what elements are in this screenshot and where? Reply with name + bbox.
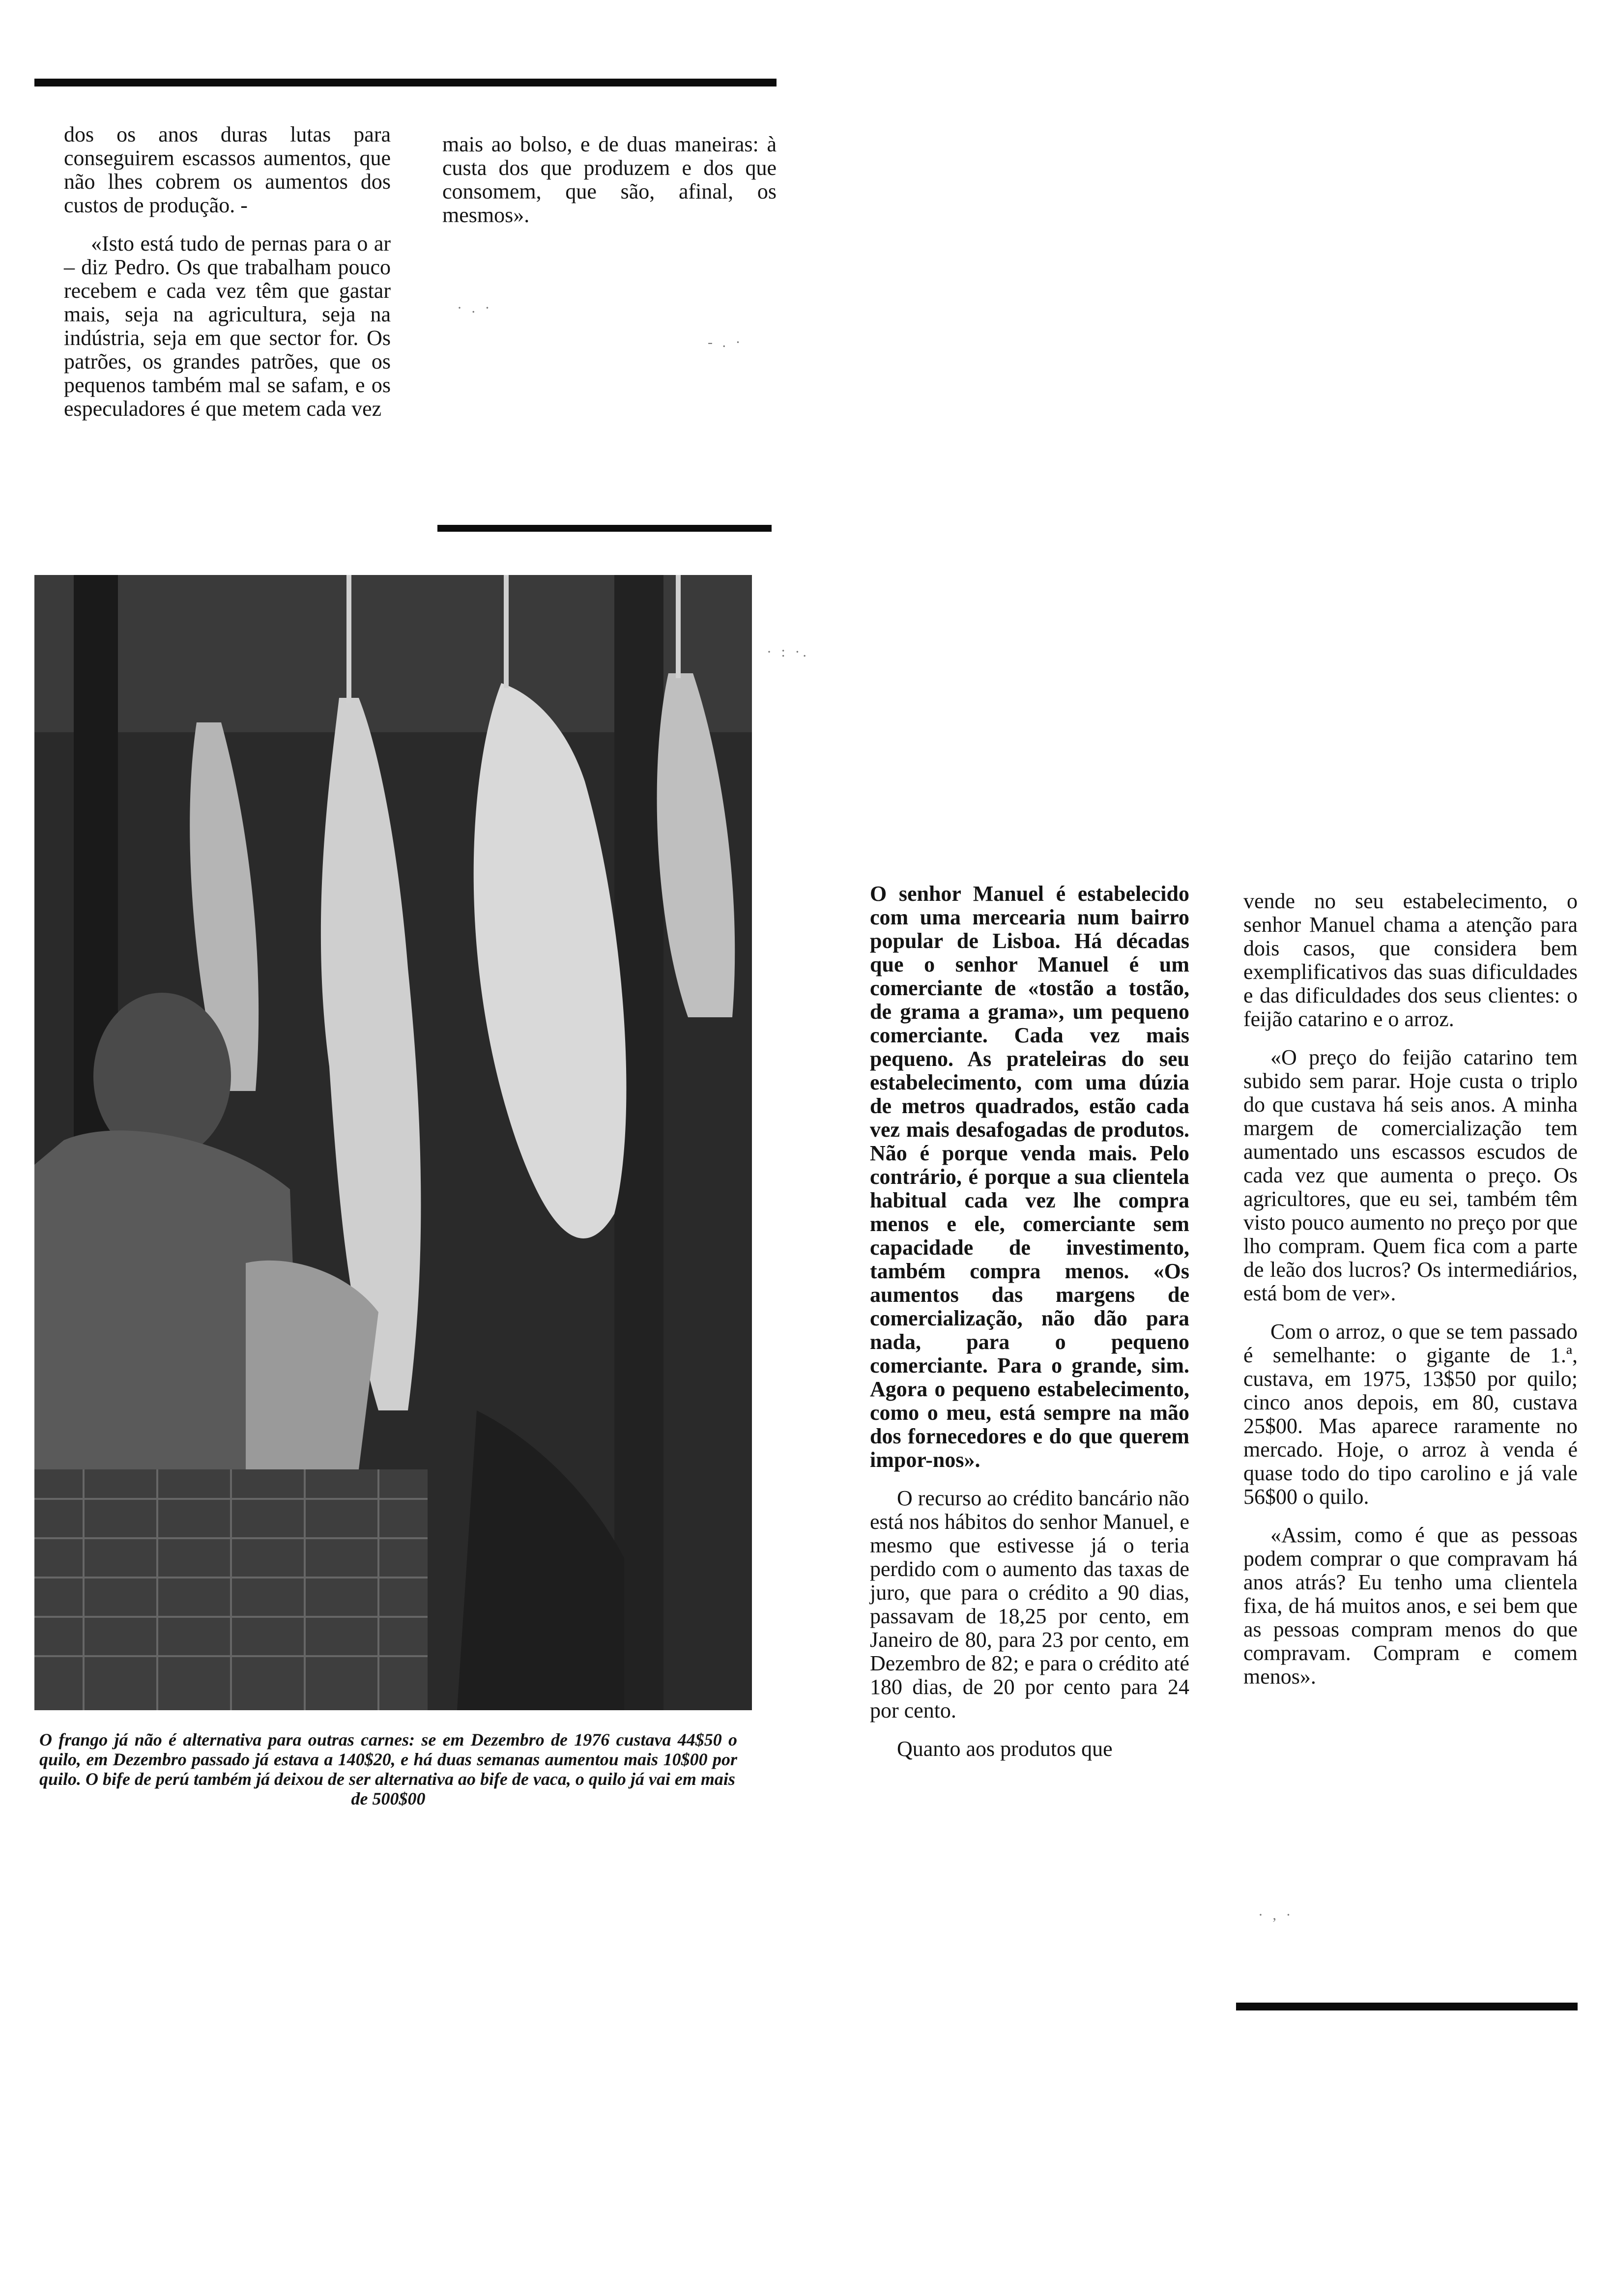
scan-speck: · . · [457,300,493,316]
col4-paragraph-4: «Assim, como é que as pessoas podem comprar o que compravam há anos atrás? Eu tenho uma clientela fixa, de há muitos anos, e sei bem que as pessoas compram menos do que compravam. Compram e comem menos». [1243,1523,1578,1689]
col3-paragraph-1: O recurso ao crédito bancário não está nos hábitos do senhor Manuel, e mesmo que estivesse já o teria perdido com o aumento das taxas de juro, que para o crédito a 90 dias, passavam de 18,25 por cento, em Janeiro de 80, para 23 por cento, em Dezembro de 82; e para o crédito até 180 dias, de 20 por cento para 24 por cento. [870,1486,1189,1722]
col1-paragraph-1: dos os anos duras lutas para conseguirem escassos aumentos, que não lhes cobrem os aumentos dos custos de produção. - [64,122,391,217]
caption-text: O frango já não é alternativa para outras carnes: se em Dezembro de 1976 custava 44$50 o quilo, em Dezembro passado já estava a 140$20, e há duas semanas aumentou mais 10$00 por quilo. O bife de perú também já deixou de ser alternativa ao bife de vaca, o quilo já vai em mais [39,1730,737,1789]
article-column-4 [1243,890,1578,1703]
col1-paragraph-2: «Isto está tudo de pernas para o ar – diz Pedro. Os que trabalham pouco recebem e cada vez têm que gastar mais, seja na agricultura, seja na indústria, seja em que sector for. Os patrões, os grandes patrões, que os pequenos também mal se safam, e os especuladores é que metem cada vez [64,231,391,421]
col4-paragraph-1: vende no seu estabelecimento, o senhor Manuel chama a atenção para dois casos, que considera bem exemplificativos das suas dificuldades e das dificuldades dos seus clientes: o feijão catarino e o arroz. [1243,889,1578,1031]
photo-illustration [34,575,752,1710]
bottom-right-rule [1236,2003,1578,2010]
lead-paragraph: O senhor Manuel é estabelecido com uma mercearia num bairro popular de Lisboa. Há décadas que o senhor Manuel é um comerciante de «tostão a tostão, de grama a grama», um pequeno comerciante. Cada vez mais pequeno. As prateleiras do seu estabelecimento, com uma dúzia de metros quadrados, estão cada vez mais desafogadas de produtos. Não é porque venda mais. Pelo contrário, é porque a sua clientela habitual cada vez lhe compra menos e ele, comerciante sem capacidade de investimento, também compra menos. «Os aumentos das margens de comercialização, não dão para nada, para o pequeno comerciante. Para o grande, sim. Agora o pequeno estabelecimento, como o meu, está sempre na mão dos fornecedores e do que querem impor-nos». [870,882,1189,1472]
col3-paragraph-2: Quanto aos produtos que [897,1737,1113,1761]
scan-speck: - . · [708,334,744,350]
scan-speck: · : ·. [767,644,809,660]
article-column-1 [64,123,391,435]
middle-rule [437,525,772,532]
scan-speck: · , · [1258,1907,1294,1923]
article-column-3 [870,882,1189,1776]
col4-paragraph-2: «O preço do feijão catarino tem subido sem parar. Hoje custa o triplo do que custava há seis anos. A minha margem de comercialização tem aumentado uns escassos escudos de cada vez que aumenta o preço. Os agricultores, que eu sei, também têm visto pouco aumento no preço por que lho compram. Quem fica com a parte de leão dos lucros? Os intermediários, está bom de ver». [1243,1045,1578,1305]
article-column-2 [442,133,777,242]
photo-caption [39,1730,737,1808]
col2-paragraph-1: mais ao bolso, e de duas maneiras: à custa dos que produzem e dos que consomem, que são, afinal, os mesmos». [442,132,777,227]
col4-paragraph-3: Com o arroz, o que se tem passado é semelhante: o gigante de 1.ª, custava, em 1975, 13$50 por quilo; cinco anos depois, em 80, custava 25$00. Mas aparece raramente no mercado. Hoje, o arroz à venda é quase todo do tipo carolino e já vale 56$00 o quilo. [1243,1320,1578,1509]
butcher-shop-photo [34,575,752,1710]
top-rule [34,79,777,86]
caption-end: de 500$00 [351,1789,426,1808]
